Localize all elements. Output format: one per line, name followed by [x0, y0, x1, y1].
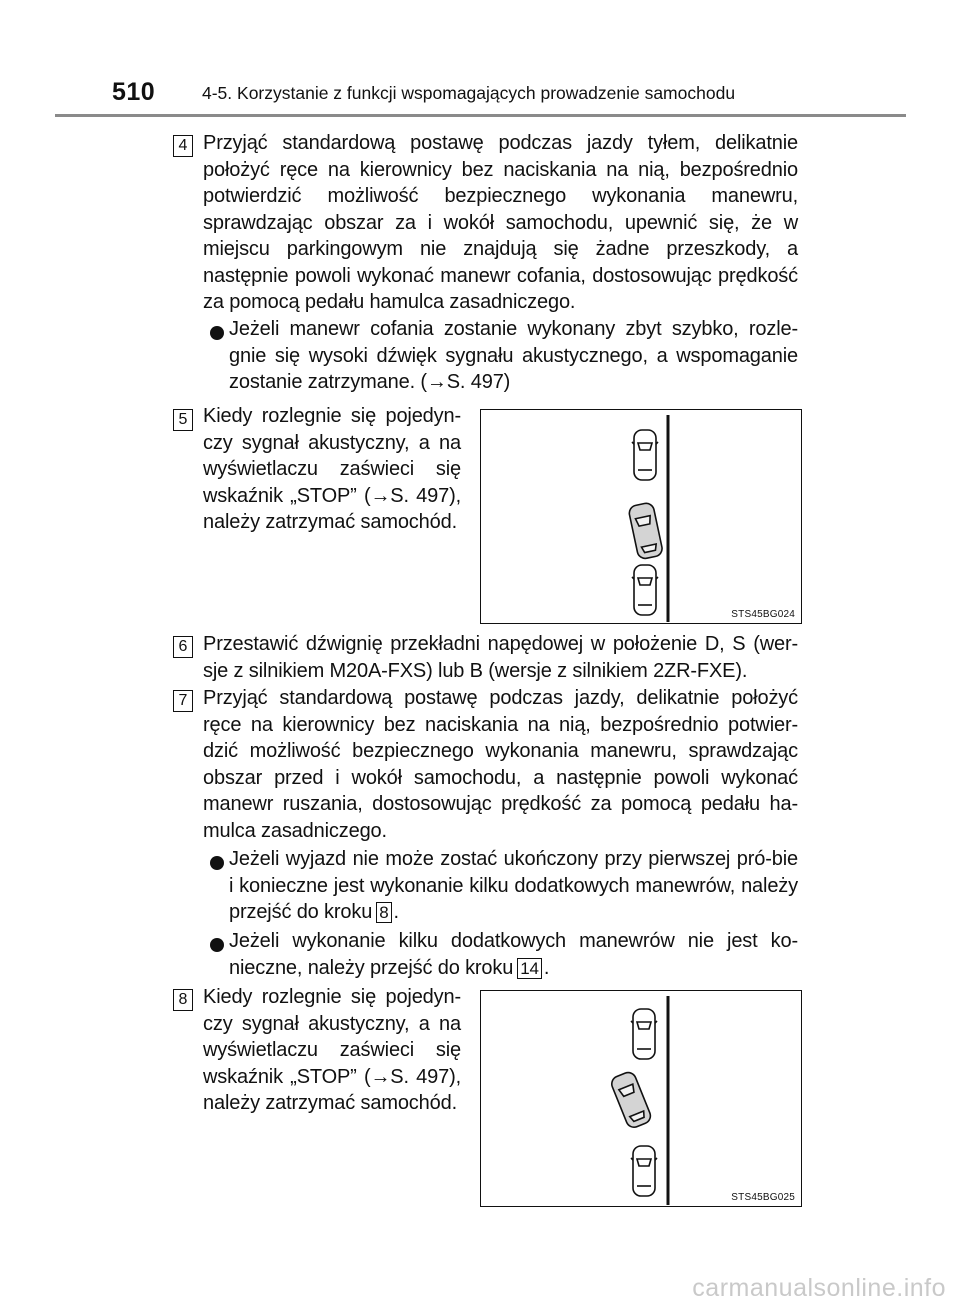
bullet-icon [210, 326, 224, 340]
step-4-bullet: Jeżeli manewr cofania zostanie wykonany zbyt szybko, rozle-gnie się wysoki dźwięk sygnału akustycznego, a wspomaganie zostanie zatrzymane. (→S. 497) [229, 318, 798, 393]
parked-car-icon [631, 1146, 657, 1196]
parking-diagram [481, 410, 800, 622]
moving-car-icon [628, 502, 664, 560]
figure-code: STS45BG024 [731, 609, 795, 620]
page-header [95, 78, 900, 118]
step-number-7: 7 [173, 690, 193, 712]
parking-diagram [481, 991, 800, 1205]
step-number-4: 4 [173, 135, 193, 157]
bullet-icon [210, 938, 224, 952]
step-7-bullet-2 [229, 928, 798, 981]
step-8-text: Kiedy rozlegnie się pojedyn-czy sygnał akustyczny, a na wyświetlaczu zaświeci się wskaźnik „STOP” (→S. 497), należy zatrzymać samochód. [203, 986, 461, 1114]
bullet-2-text: Jeżeli wykonanie kilku dodatkowych manewrów nie jest ko-nieczne, należy przejść do kroku [229, 930, 798, 979]
figure-code: STS45BG025 [731, 1192, 795, 1203]
step-number-5: 5 [173, 409, 193, 431]
parked-car-icon [631, 1009, 657, 1059]
step-4-text: Przyjąć standardową postawę podczas jazdy tyłem, delikatnie położyć ręce na kierownicy bez naciskania na nią, bezpośrednio potwierdzić możliwość bezpiecznego wykonania manewru, sprawdzając obszar za i wokół samochodu, upewnić się, że w miejscu parkingowym nie znajdują się żadne przeszkody, a następnie powoli wykonać manewr cofania, dostosowując prędkość za pomocą pedału hamulca zasadniczego. [203, 132, 798, 313]
parked-car-icon [632, 565, 658, 615]
watermark: carmanualsonline.info [692, 1274, 946, 1302]
step-6-text: Przestawić dźwignię przekładni napędowej w położenie D, S (wer-sje z silnikiem M20A-FXS) lub B (wersje z silnikiem 2ZR-FXE). [203, 633, 798, 682]
moving-car-icon [609, 1070, 652, 1129]
step-ref-14: 14 [517, 958, 542, 979]
parking-figure-1 [480, 409, 802, 624]
header-rule [55, 114, 906, 117]
step-7-bullet-1 [229, 846, 798, 926]
page-number: 510 [112, 78, 156, 106]
step-number-8: 8 [173, 989, 193, 1011]
step-ref-8: 8 [376, 902, 391, 923]
bullet-icon [210, 856, 224, 870]
step-5-text: Kiedy rozlegnie się pojedyn-czy sygnał akustyczny, a na wyświetlaczu zaświeci się wskaźnik „STOP” (→S. 497), należy zatrzymać samochód. [203, 405, 461, 533]
parking-figure-2 [480, 990, 802, 1207]
punctuation: . [393, 901, 399, 923]
parked-car-icon [632, 430, 658, 480]
step-number-6: 6 [173, 636, 193, 658]
running-title: 4-5. Korzystanie z funkcji wspomagających prowadzenie samochodu [202, 83, 736, 103]
punctuation: . [543, 956, 550, 979]
step-7-text: Przyjąć standardową postawę podczas jazdy, delikatnie położyć ręce na kierownicy bez naciskania na nią, bezpośrednio potwier-dzić możliwość bezpiecznego wykonania manewru, sprawdzając obszar przed i wokół samochodu, a następnie powoli wykonać manewr ruszania, dostosowując prędkość za pomocą pedału ha-mulca zasadniczego. [203, 687, 798, 842]
bullet-1-text: Jeżeli wyjazd nie może zostać ukończony przy pierwszej pró-bie i konieczne jest wykonanie kilku dodatkowych manewrów, należy przejść do kroku [229, 848, 798, 923]
